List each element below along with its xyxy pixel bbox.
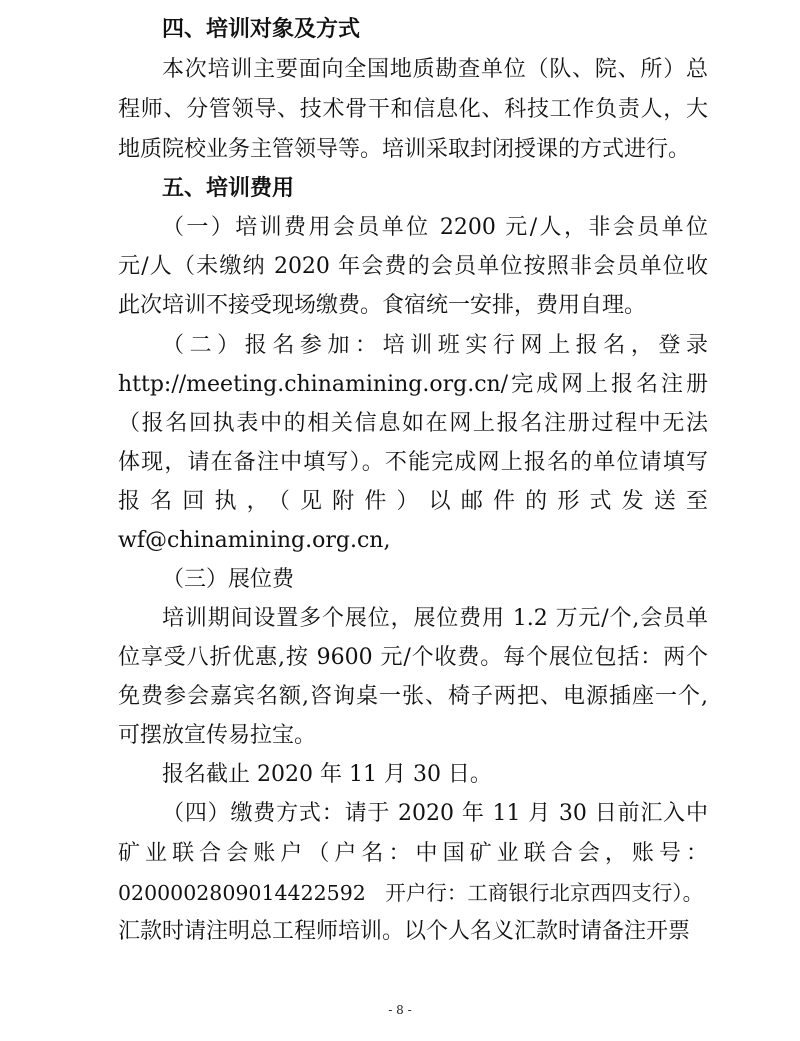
paragraph-line: 报名回执，（见附件）以邮件的形式发送至: [118, 489, 708, 514]
account-line: 0200002809014422592 开户行：工商银行北京西四支行）。: [118, 881, 704, 905]
deadline-line: 报名截止 2020 年 11 月 30 日。: [162, 762, 492, 787]
paragraph-line: 培训期间设置多个展位，展位费用 1.2 万元/个,会员单: [162, 606, 708, 631]
paragraph-line: 可摆放宣传易拉宝。: [118, 723, 317, 748]
paragraph-line: （四）缴费方式：请于 2020 年 11 月 30 日前汇入中: [162, 801, 708, 826]
paragraph-line: （报名回执表中的相关信息如在网上报名注册过程中无法: [118, 411, 708, 436]
paragraph-line: 矿业联合会账户（户名：中国矿业联合会，账号：: [118, 841, 708, 866]
paragraph-line: 本次培训主要面向全国地质勘查单位（队、院、所）总: [162, 57, 708, 82]
page-number: - 8 -: [388, 1003, 412, 1017]
paragraph-line: （二）报名参加：培训班实行网上报名，登录: [162, 333, 708, 358]
paragraph-line: 汇款时请注明总工程师培训。以个人名义汇款时请备注开票: [118, 919, 691, 944]
section-heading-5: 五、培训费用: [162, 176, 295, 201]
subsection-title: （三）展位费: [162, 567, 295, 592]
paragraph-line: 位享受八折优惠,按 9600 元/个收费。每个展位包括：两个: [118, 645, 708, 670]
paragraph-line: （一）培训费用会员单位 2200 元/人，非会员单位: [162, 215, 708, 240]
paragraph-line: 此次培训不接受现场缴费。食宿统一安排，费用自理。: [118, 293, 647, 318]
paragraph-line: 地质院校业务主管领导等。培训采取封闭授课的方式进行。: [118, 137, 691, 162]
paragraph-line: 免费参会嘉宾名额,咨询桌一张、椅子两把、电源插座一个,: [118, 684, 708, 709]
paragraph-line: 元/人（未缴纳 2020 年会费的会员单位按照非会员单位收: [118, 254, 708, 279]
section-heading-4: 四、培训对象及方式: [162, 17, 361, 42]
paragraph-line: 体现，请在备注中填写）。不能完成网上报名的单位请填写: [118, 450, 708, 475]
email-line: wf@chinamining.org.cn,: [118, 528, 391, 553]
paragraph-line: 程师、分管领导、技术骨干和信息化、科技工作负责人，大: [118, 97, 708, 122]
url-line: http://meeting.chinamining.org.cn/完成网上报名注册: [118, 372, 708, 397]
